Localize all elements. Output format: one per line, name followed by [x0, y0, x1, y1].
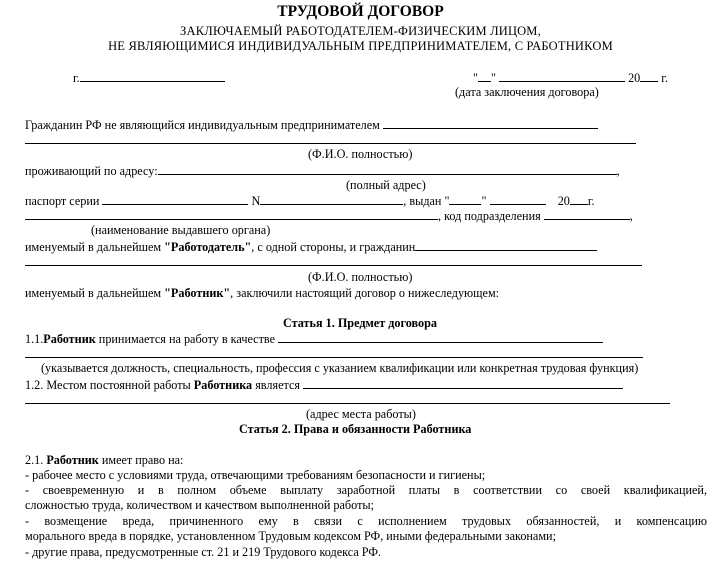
article-1-clause-2: 1.2. Местом постоянной работы Работника является	[25, 377, 623, 392]
employer-fio-field-2[interactable]	[25, 132, 636, 144]
right-item-3-cont: морального вреда в порядке, установленном Трудовым кодексом РФ, иными федеральными законами;	[25, 529, 556, 543]
issued-month-field[interactable]	[490, 193, 546, 205]
city-field[interactable]	[80, 70, 225, 82]
day-field[interactable]	[478, 70, 491, 82]
right-item-2-cont: сложностью труда, количеством и качеством выполненной работы;	[25, 498, 374, 512]
passport-line: паспорт серии N , выдан " " 20 г.	[25, 194, 595, 208]
article-2-heading: Статья 2. Права и обязанности Работника	[239, 422, 472, 436]
employee-fio-line-2	[25, 254, 642, 269]
right-item-1: - рабочее место с условиями труда, отвечающими требованиям безопасности и гигиены;	[25, 468, 486, 482]
city-prefix: г.	[73, 71, 80, 85]
issued-day-field[interactable]	[449, 193, 481, 205]
document-title: ТРУДОВОЙ ДОГОВОР	[277, 3, 444, 20]
division-code-label: , код подразделения	[438, 209, 541, 223]
passport-number-field[interactable]	[260, 193, 403, 205]
article-1-heading: Статья 1. Предмет договора	[283, 316, 437, 330]
employer-line	[25, 117, 598, 132]
article-1-clause-1: 1.1.Работник принимается на работу в качестве	[25, 331, 603, 346]
address-label: проживающий по адресу:	[25, 164, 158, 178]
passport-series-field[interactable]	[102, 193, 248, 205]
position-field-2[interactable]	[25, 346, 643, 358]
work-address-field-2[interactable]	[25, 392, 670, 404]
year-prefix: 20	[628, 71, 641, 85]
division-code-field[interactable]	[544, 208, 630, 220]
issued-year-field[interactable]	[570, 193, 588, 205]
employer-fio-hint: (Ф.И.О. полностью)	[308, 147, 413, 161]
passport-series-label: паспорт серии	[25, 194, 100, 208]
passport-n-label: N	[251, 194, 261, 208]
date-line	[473, 70, 668, 85]
year-field[interactable]	[640, 70, 658, 82]
issuer-line: , код подразделения ,	[25, 208, 633, 223]
work-address-hint: (адрес места работы)	[306, 407, 416, 421]
address-hint: (полный адрес)	[346, 178, 426, 192]
date-hint: (дата заключения договора)	[455, 85, 599, 99]
month-field[interactable]	[499, 70, 625, 82]
employer-term: "Работодатель"	[164, 240, 252, 254]
document-subtitle-2: НЕ ЯВЛЯЮЩИМИСЯ ИНДИВИДУАЛЬНЫМ ПРЕДПРИНИМАТЕЛЕМ, С РАБОТНИКОМ	[108, 39, 613, 53]
employer-named-line: именуемый в дальнейшем "Работодатель", с одной стороны, и гражданин	[25, 239, 597, 254]
employer-label: Гражданин РФ не являющийся индивидуальным предпринимателем	[25, 118, 380, 132]
quote-close: "	[490, 71, 496, 85]
employer-address-line: проживающий по адресу: ,	[25, 164, 620, 178]
year-suffix: г.	[661, 71, 668, 85]
employee-named-line: именуемый в дальнейшем "Работник", заключили настоящий договор о нижеследующем:	[25, 286, 500, 300]
work-address-field[interactable]	[303, 377, 623, 389]
document-subtitle-1: ЗАКЛЮЧАЕМЫЙ РАБОТОДАТЕЛЕМ-ФИЗИЧЕСКИМ ЛИЦОМ,	[180, 24, 541, 38]
quote-open: "	[473, 71, 478, 85]
right-item-3: - возмещение вреда, причиненного ему в связи с исполнением трудовых обязанностей, и компенсацию	[25, 514, 707, 528]
employee-name-field[interactable]	[415, 239, 597, 251]
right-item-2: - своевременную и в полном объеме выплату заработной платы в соответствии со своей квалификацией,	[25, 483, 707, 497]
position-line-2	[25, 346, 643, 361]
issued-label: , выдан "	[403, 194, 450, 208]
work-address-line-2	[25, 392, 670, 407]
employer-fio-field[interactable]	[383, 117, 598, 129]
issuer-field[interactable]	[25, 208, 438, 220]
article-2-clause-1: 2.1. Работник имеет право на:	[25, 453, 184, 467]
position-hint: (указывается должность, специальность, профессия с указанием квалификации или конкретная трудовая функция)	[41, 361, 639, 375]
employer-address-field[interactable]	[158, 163, 617, 175]
employee-fio-field-2[interactable]	[25, 254, 642, 266]
employer-fio-line-2	[25, 132, 636, 147]
city-line	[73, 70, 225, 85]
right-item-4: - другие права, предусмотренные ст. 21 и 219 Трудового кодекса РФ.	[25, 545, 382, 559]
employee-term: "Работник"	[164, 286, 231, 300]
employee-fio-hint: (Ф.И.О. полностью)	[308, 270, 413, 284]
issuer-hint: (наименование выдавшего органа)	[91, 223, 271, 237]
position-field[interactable]	[278, 331, 603, 343]
